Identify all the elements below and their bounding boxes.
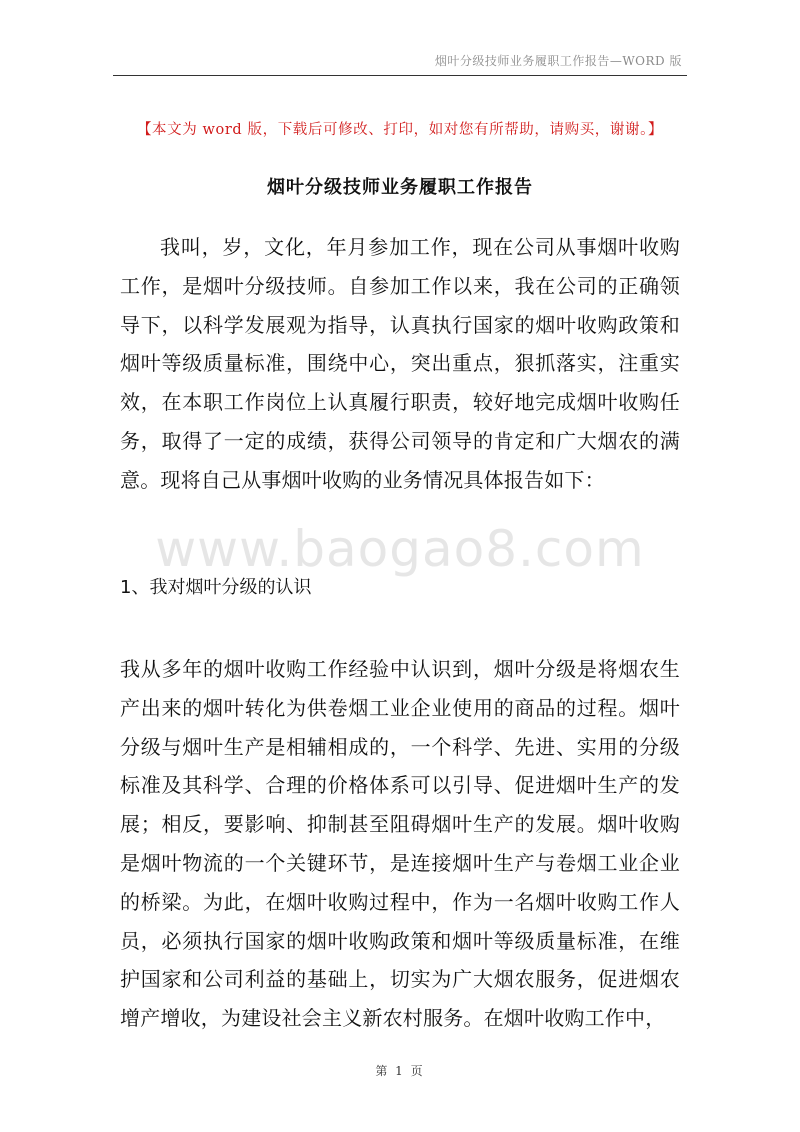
watermark: www.baogao8.com (155, 520, 645, 578)
page-title: 烟叶分级技师业务履职工作报告 (267, 177, 533, 198)
header-divider (113, 75, 687, 76)
download-notice: 【本文为 word 版，下载后可修改、打印，如对您有所帮助，请购买，谢谢。】 (136, 122, 664, 138)
body-paragraph-section-1: 我从多年的烟叶收购工作经验中认识到，烟叶分级是将烟农生产出来的烟叶转化为供卷烟工业企业使用的商品的过程。烟叶分级与烟叶生产是相辅相成的，一个科学、先进、实用的分级标准及其科学、合理的价格体系可以引导、促进烟叶生产的发展；相反，要影响、抑制甚至阻碍烟叶生产的发展。烟叶收购是烟叶物流的一个关键环节，是连接烟叶生产与卷烟工业企业的桥梁。为此，在烟叶收购过程中，作为一名烟叶收购工作人员，必须执行国家的烟叶收购政策和烟叶等级质量标准，在维护国家和公司利益的基础上，切实为广大烟农服务，促进烟农增产增收，为建设社会主义新农村服务。在烟叶收购工作中， (120, 657, 680, 1031)
body-paragraph-intro: 我叫，岁，文化，年月参加工作，现在公司从事烟叶收购工作，是烟叶分级技师。自参加工作以来，我在公司的正确领导下，以科学发展观为指导，认真执行国家的烟叶收购政策和烟叶等级质量标准，围绕中心，突出重点，狠抓落实，注重实效，在本职工作岗位上认真履行职责，较好地完成烟叶收购任务，取得了一定的成绩，获得公司领导的肯定和广大烟农的满意。现将自己从事烟叶收购的业务情况具体报告如下： (120, 235, 680, 492)
section-heading: 1、我对烟叶分级的认识 (120, 577, 312, 598)
running-header: 烟叶分级技师业务履职工作报告—WORD 版 (434, 54, 682, 68)
page-number: 第 1 页 (375, 1064, 425, 1078)
